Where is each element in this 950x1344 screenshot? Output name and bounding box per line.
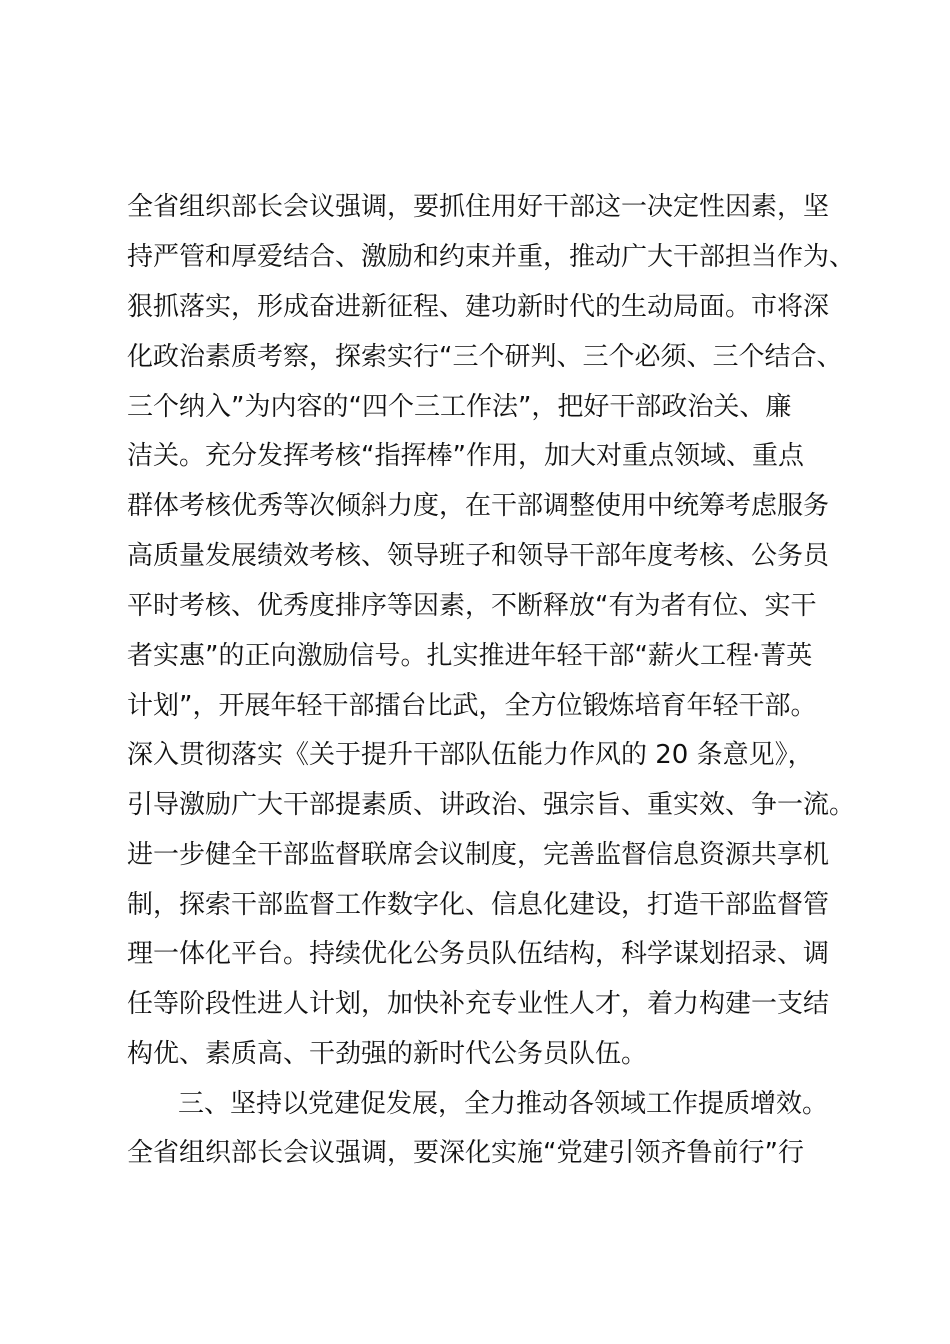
text-line: 狠抓落实，形成奋进新征程、建功新时代的生动局面。市将深 xyxy=(127,292,830,322)
text-line: 深入贯彻落实《关于提升干部队伍能力作风的 20 条意见》， xyxy=(127,740,814,770)
text-line: 者实惠”的正向激励信号。扎实推进年轻干部“薪火工程·菁英 xyxy=(127,641,813,671)
text-line: 全省组织部长会议强调，要抓住用好干部这一决定性因素，坚 xyxy=(127,192,830,222)
text-line: 化政治素质考察，探索实行“三个研判、三个必须、三个结合、 xyxy=(127,342,843,372)
text-line: 洁关。充分发挥考核“指挥棒”作用，加大对重点领域、重点 xyxy=(127,441,804,471)
text-line: 三个纳入”为内容的“四个三工作法”，把好干部政治关、廉 xyxy=(127,392,792,422)
text-line: 高质量发展绩效考核、领导班子和领导干部年度考核、公务员 xyxy=(127,541,830,571)
text-line: 制，探索干部监督工作数字化、信息化建设，打造干部监督管 xyxy=(127,890,830,920)
text-line: 理一体化平台。持续优化公务员队伍结构，科学谋划招录、调 xyxy=(127,939,830,969)
text-line: 群体考核优秀等次倾斜力度，在干部调整使用中统筹考虑服务 xyxy=(127,491,830,521)
text-line: 进一步健全干部监督联席会议制度，完善监督信息资源共享机 xyxy=(127,840,830,870)
section-heading: 三、坚持以党建促发展，全力推动各领域工作提质增效。 xyxy=(178,1089,829,1119)
text-line: 任等阶段性进人计划，加快补充专业性人才，着力构建一支结 xyxy=(127,989,830,1019)
text-line: 持严管和厚爱结合、激励和约束并重，推动广大干部担当作为、 xyxy=(127,242,856,272)
text-line: 全省组织部长会议强调，要深化实施“党建引领齐鲁前行”行 xyxy=(127,1138,804,1168)
text-line: 引导激励广大干部提素质、讲政治、强宗旨、重实效、争一流。 xyxy=(127,790,856,820)
text-line: 平时考核、优秀度排序等因素，不断释放“有为者有位、实干 xyxy=(127,591,817,621)
text-line: 构优、素质高、干劲强的新时代公务员队伍。 xyxy=(127,1039,648,1069)
text-line: 计划”，开展年轻干部擂台比武，全方位锻炼培育年轻干部。 xyxy=(127,691,817,721)
